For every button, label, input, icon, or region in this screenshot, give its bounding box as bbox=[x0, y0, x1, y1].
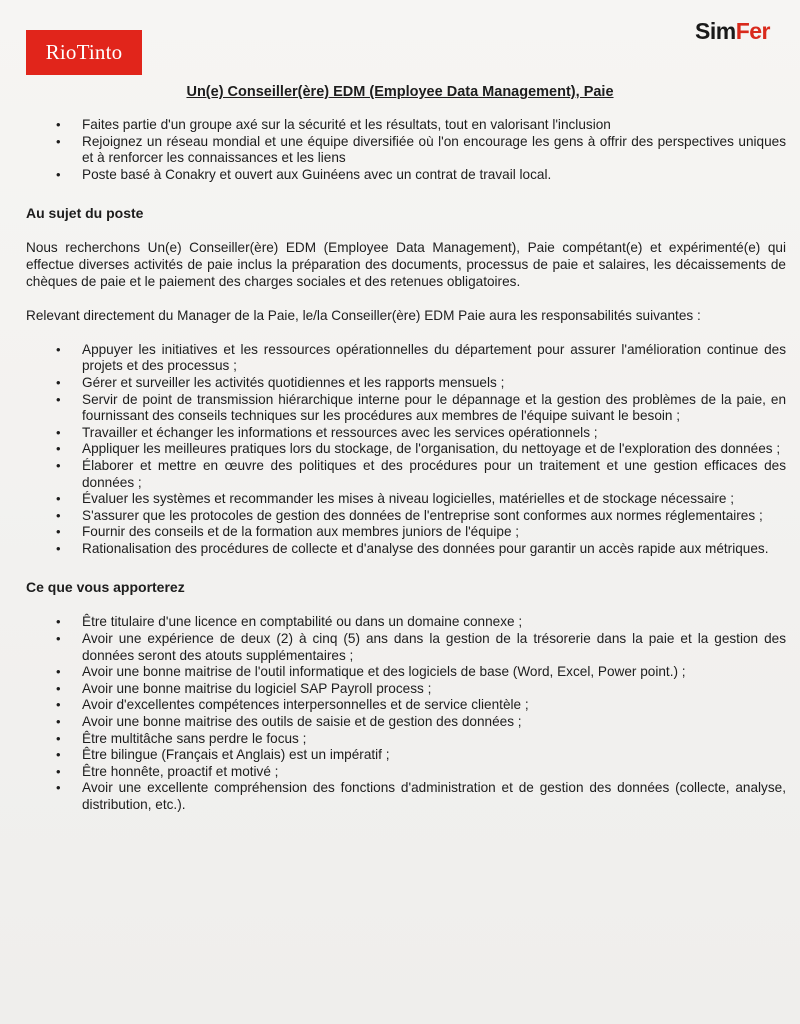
riotinto-logo bbox=[26, 30, 142, 75]
intro-bullet-list bbox=[26, 117, 786, 183]
riotinto-logo-text: RioTinto bbox=[45, 40, 123, 64]
intro-bullet: • Faites partie d'un groupe axé sur la sécurité et les résultats, tout en valorisant l'inclusion bbox=[26, 117, 786, 134]
about-heading: Au sujet du poste bbox=[26, 205, 144, 222]
requirement-item: • Être multitâche sans perdre le focus ; bbox=[26, 731, 786, 748]
responsibility-item: • Fournir des conseils et de la formation aux membres juniors de l'équipe ; bbox=[26, 524, 786, 541]
requirement-item: • Avoir une excellente compréhension des fonctions d'administration et de gestion des données (collecte, analyse, distribution, etc.). bbox=[26, 780, 786, 813]
job-title: Un(e) Conseiller(ère) EDM (Employee Data Management), Paie bbox=[186, 84, 614, 100]
responsibility-item: • Appuyer les initiatives et les ressources opérationnelles du département pour assurer l'amélioration continue des projets et des processus ; bbox=[26, 342, 786, 375]
simfer-logo bbox=[695, 18, 770, 45]
responsibilities-list bbox=[26, 342, 786, 558]
about-paragraph-1: Nous recherchons Un(e) Conseiller(ère) EDM (Employee Data Management), Paie compétant(e) et expérimenté(e) qui effectue diverses activités de paie inclus la préparation des documents, processus de paie et salaires, les décaissements de chèques de paie et le paiement des charges sociales et des retenues obligatoires. bbox=[26, 240, 786, 289]
about-paragraph-2: Relevant directement du Manager de la Paie, le/la Conseiller(ère) EDM Paie aura les responsabilités suivantes : bbox=[26, 308, 701, 324]
requirements-list bbox=[26, 614, 786, 813]
intro-bullet: • Rejoignez un réseau mondial et une équipe diversifiée où l'on encourage les gens à offrir des perspectives uniques et à renforcer les connaissances et les liens bbox=[26, 134, 786, 167]
requirement-item: • Avoir une bonne maitrise de l'outil informatique et des logiciels de base (Word, Excel, Power point.) ; bbox=[26, 664, 786, 681]
intro-bullet: • Poste basé à Conakry et ouvert aux Guinéens avec un contrat de travail local. bbox=[26, 167, 786, 184]
requirement-item: • Avoir une bonne maitrise des outils de saisie et de gestion des données ; bbox=[26, 714, 786, 731]
simfer-logo-fer: Fer bbox=[735, 18, 770, 44]
requirement-item: • Être bilingue (Français et Anglais) est un impératif ; bbox=[26, 747, 786, 764]
simfer-logo-sim: Sim bbox=[695, 18, 736, 44]
responsibility-item: • S'assurer que les protocoles de gestion des données de l'entreprise sont conformes aux normes réglementaires ; bbox=[26, 508, 786, 525]
responsibility-item: • Appliquer les meilleures pratiques lors du stockage, de l'organisation, du nettoyage et de l'exploration des données ; bbox=[26, 441, 786, 458]
responsibility-item: • Rationalisation des procédures de collecte et d'analyse des données pour garantir un accès rapide aux métriques. bbox=[26, 541, 786, 558]
document-body bbox=[26, 117, 786, 814]
responsibility-item: • Élaborer et mettre en œuvre des politiques et des procédures pour un traitement et une gestion efficaces des données ; bbox=[26, 458, 786, 491]
bring-heading: Ce que vous apporterez bbox=[26, 579, 185, 596]
responsibility-item: • Gérer et surveiller les activités quotidiennes et les rapports mensuels ; bbox=[26, 375, 786, 392]
responsibility-item: • Servir de point de transmission hiérarchique interne pour le dépannage et la gestion des problèmes de la paie, en fournissant des conseils techniques sur les procédures aux membres de l'équipe suivant le besoin ; bbox=[26, 392, 786, 425]
requirement-item: • Avoir d'excellentes compétences interpersonnelles et de service clientèle ; bbox=[26, 697, 786, 714]
requirement-item: • Avoir une expérience de deux (2) à cinq (5) ans dans la gestion de la trésorerie dans la paie et la gestion des données seront des atouts supplémentaires ; bbox=[26, 631, 786, 664]
requirement-item: • Être honnête, proactif et motivé ; bbox=[26, 764, 786, 781]
requirement-item: • Avoir une bonne maitrise du logiciel SAP Payroll process ; bbox=[26, 681, 786, 698]
responsibility-item: • Travailler et échanger les informations et ressources avec les services opérationnels ; bbox=[26, 425, 786, 442]
responsibility-item: • Évaluer les systèmes et recommander les mises à niveau logicielles, matérielles et de stockage nécessaire ; bbox=[26, 491, 786, 508]
requirement-item: • Être titulaire d'une licence en comptabilité ou dans un domaine connexe ; bbox=[26, 614, 786, 631]
